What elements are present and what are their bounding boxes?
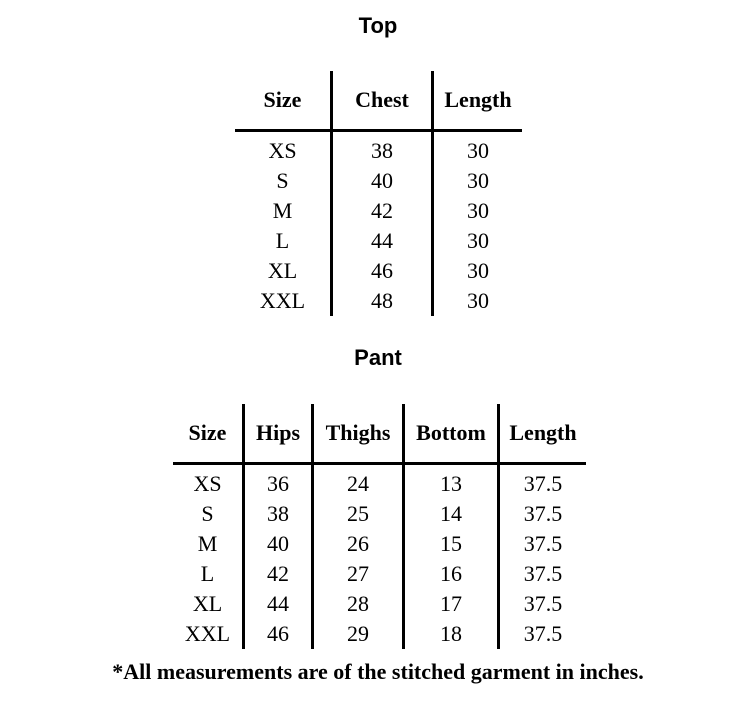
table-cell: 17: [404, 589, 499, 619]
table-row: [173, 499, 586, 529]
table-cell: S: [201, 501, 214, 526]
column-header-length: Length: [499, 404, 587, 464]
table-cell: 30: [433, 131, 523, 167]
column-header-size: Size: [173, 404, 244, 464]
table-row: [173, 464, 586, 500]
table-cell: 18: [404, 619, 499, 649]
column-header-thighs: Thighs: [313, 404, 404, 464]
table-cell: 30: [433, 226, 523, 256]
table-cell: 44: [244, 589, 313, 619]
table-cell: 30: [433, 286, 523, 316]
table-cell: 30: [433, 166, 523, 196]
table-cell: 37.5: [499, 589, 587, 619]
table-cell: 37.5: [499, 559, 587, 589]
table-cell: 38: [332, 131, 433, 167]
table-cell: S: [276, 168, 289, 193]
table-cell: 28: [313, 589, 404, 619]
column-header-chest: Chest: [332, 71, 433, 131]
table-cell: 30: [433, 256, 523, 286]
table-cell: XXL: [259, 288, 306, 313]
table-row: [235, 131, 522, 167]
table-cell: 38: [244, 499, 313, 529]
table-cell: 13: [404, 464, 499, 500]
table-row: [173, 619, 586, 649]
table-row: [235, 226, 522, 256]
table-cell: 42: [332, 196, 433, 226]
table-cell: 14: [404, 499, 499, 529]
table-cell: 27: [313, 559, 404, 589]
table-cell: XXL: [184, 621, 231, 646]
pant-size-table: [173, 404, 586, 649]
table-row: [173, 529, 586, 559]
table-cell: 36: [244, 464, 313, 500]
table-cell: XS: [193, 471, 222, 496]
table-cell: 46: [244, 619, 313, 649]
table-cell: 29: [313, 619, 404, 649]
measurement-footnote: *All measurements are of the stitched garment in inches.: [112, 659, 644, 684]
table-cell: 37.5: [499, 619, 587, 649]
column-header-size: Size: [235, 71, 332, 131]
table-cell: 42: [244, 559, 313, 589]
table-header-row: [173, 404, 586, 464]
table-cell: 25: [313, 499, 404, 529]
table-cell: 48: [332, 286, 433, 316]
table-row: [173, 559, 586, 589]
table-cell: 15: [404, 529, 499, 559]
table-cell: M: [272, 198, 293, 223]
table-row: [235, 286, 522, 316]
table-cell: 16: [404, 559, 499, 589]
table-row: [235, 196, 522, 226]
table-cell: 44: [332, 226, 433, 256]
column-header-length: Length: [433, 71, 523, 131]
table-cell: 40: [244, 529, 313, 559]
column-header-bottom: Bottom: [404, 404, 499, 464]
table-row: [235, 256, 522, 286]
table-cell: 46: [332, 256, 433, 286]
table-cell: 37.5: [499, 464, 587, 500]
table-cell: 37.5: [499, 529, 587, 559]
table-row: [235, 166, 522, 196]
table-header-row: [235, 71, 522, 131]
table-row: [173, 589, 586, 619]
table-cell: L: [275, 228, 290, 253]
table-cell: M: [197, 531, 218, 556]
top-size-table: [235, 71, 522, 316]
table-cell: XL: [192, 591, 223, 616]
table-cell: 37.5: [499, 499, 587, 529]
column-header-hips: Hips: [244, 404, 313, 464]
table-cell: L: [200, 561, 215, 586]
top-table-title: Top: [358, 13, 398, 38]
pant-table-title: Pant: [354, 345, 402, 370]
table-cell: XS: [268, 138, 297, 163]
table-cell: 40: [332, 166, 433, 196]
table-cell: 30: [433, 196, 523, 226]
table-cell: XL: [267, 258, 298, 283]
table-cell: 24: [313, 464, 404, 500]
table-cell: 26: [313, 529, 404, 559]
